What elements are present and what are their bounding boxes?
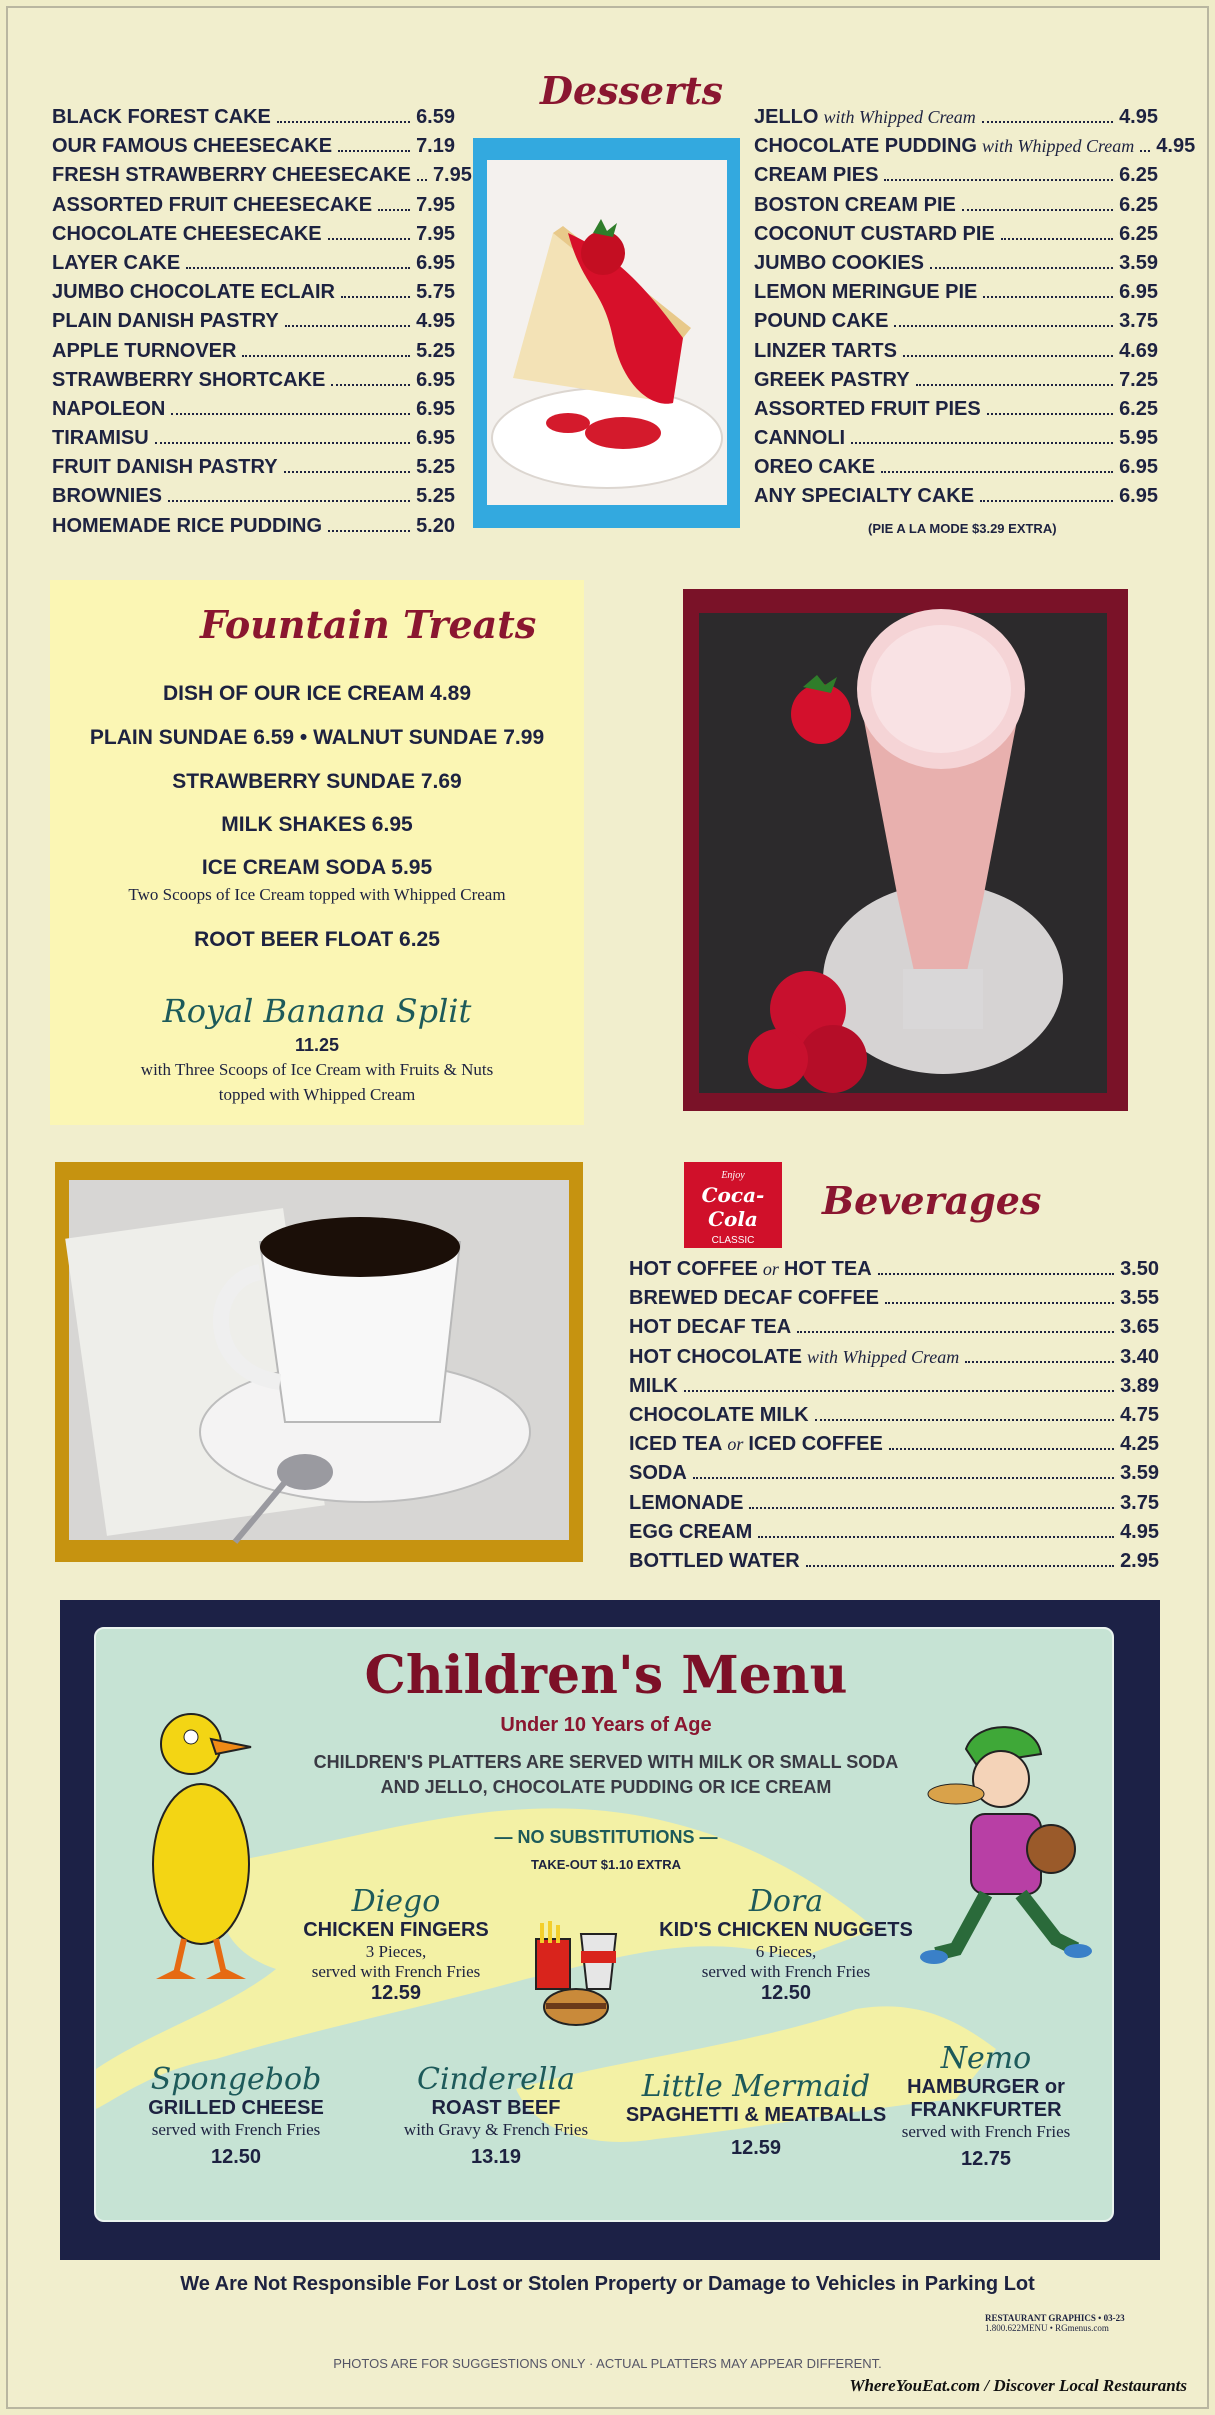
leader-dots: [885, 1302, 1114, 1304]
menu-item: [754, 340, 1158, 369]
menu-item-name: TIRAMISU: [52, 427, 149, 450]
menu-item-price: 3.75: [1119, 310, 1158, 333]
leader-dots: [171, 413, 410, 415]
leader-dots: [331, 384, 410, 386]
menu-item-name: JUMBO CHOCOLATE ECLAIR: [52, 281, 335, 304]
menu-item-price: 7.95: [416, 222, 455, 245]
cheesecake-photo: [473, 138, 740, 528]
desserts-right-list: [754, 106, 1196, 515]
menu-item-price: 5.95: [1119, 427, 1158, 450]
leader-dots: [1140, 150, 1150, 152]
menu-item-name: FRESH STRAWBERRY CHEESECAKE: [52, 164, 411, 187]
menu-item: [754, 164, 1158, 193]
menu-item: [52, 369, 455, 398]
menu-item-price: 4.95: [1119, 106, 1158, 128]
menu-item-price: 3.89: [1120, 1374, 1159, 1397]
menu-item-price: 5.75: [416, 281, 455, 304]
menu-item-name: BLACK FOREST CAKE: [52, 106, 271, 128]
kids-item-cinderella: Cinderella ROAST BEEF with Gravy & French Fries 13.19: [403, 2062, 589, 2168]
leader-dots: [242, 355, 410, 357]
menu-item-name: JELLO: [754, 106, 819, 128]
menu-item-price: 3.65: [1120, 1316, 1159, 1339]
desserts-title: Desserts: [540, 68, 724, 113]
leader-dots: [186, 267, 410, 269]
kids-item-little-mermaid: Little Mermaid SPAGHETTI & MEATBALLS 12.59: [625, 2069, 887, 2159]
menu-item-price: 5.25: [416, 485, 455, 508]
leader-dots: [684, 1390, 1114, 1392]
coffee-photo: [55, 1162, 583, 1562]
menu-item-price: 3.55: [1120, 1287, 1159, 1310]
menu-item: [754, 427, 1158, 456]
menu-item-name: HOT COFFEE: [629, 1258, 758, 1280]
menu-item-price: 3.50: [1120, 1258, 1159, 1280]
leader-dots: [417, 179, 427, 181]
menu-item: [629, 1316, 1159, 1345]
menu-item-name: ASSORTED FRUIT CHEESECAKE: [52, 193, 373, 216]
menu-item: [754, 456, 1158, 485]
leader-dots: [328, 238, 410, 240]
leader-dots: [328, 530, 410, 532]
menu-item-name: CHOCOLATE PUDDING: [754, 135, 977, 158]
menu-item-note: with Whipped Cream: [823, 107, 976, 127]
menu-item-name: STRAWBERRY SHORTCAKE: [52, 368, 326, 391]
leader-dots: [878, 1273, 1114, 1275]
menu-item-name: NAPOLEON: [52, 397, 166, 420]
menu-item: [754, 223, 1158, 252]
menu-item-price: 5.20: [416, 514, 455, 537]
coca-cola-logo: Enjoy Coca-Cola CLASSIC: [684, 1162, 782, 1248]
leader-dots: [285, 325, 410, 327]
menu-item-price: 7.95: [416, 193, 455, 216]
menu-item-note: with Whipped Cream: [806, 1346, 960, 1367]
menu-item: [52, 310, 455, 339]
menu-item: [629, 1258, 1159, 1287]
leader-dots: [881, 471, 1113, 473]
menu-item-name: MILK: [629, 1374, 678, 1397]
menu-item: [52, 340, 455, 369]
menu-item-price: 3.40: [1120, 1345, 1159, 1368]
parking-lot-notice: We Are Not Responsible For Lost or Stolen Property or Damage to Vehicles in Parking Lot: [180, 2273, 1035, 2295]
menu-item: [52, 456, 455, 485]
menu-item-price: 7.25: [1119, 368, 1158, 391]
menu-item: [52, 427, 455, 456]
menu-item-price: 3.59: [1120, 1462, 1159, 1485]
menu-item-name: PLAIN DANISH PASTRY: [52, 310, 279, 333]
menu-item: [754, 398, 1158, 427]
menu-item-name-2: HOT TEA: [783, 1258, 872, 1280]
leader-dots: [341, 296, 410, 298]
menu-item-name: BROWNIES: [52, 485, 162, 508]
leader-dots: [815, 1419, 1114, 1421]
menu-item-name: SODA: [629, 1462, 687, 1485]
menu-item-price: 6.25: [1119, 164, 1158, 187]
banana-split-desc-1: with Three Scoops of Ice Cream with Fruits & Nuts: [140, 1060, 494, 1079]
menu-item: [629, 1492, 1159, 1521]
menu-item-price: 5.25: [416, 339, 455, 362]
leader-dots: [916, 384, 1113, 386]
leader-dots: [338, 150, 410, 152]
menu-item-name: CANNOLI: [754, 427, 846, 450]
menu-item-price: 4.95: [1156, 135, 1196, 158]
leader-dots: [378, 209, 410, 211]
menu-item: [629, 1404, 1159, 1433]
menu-item-price: 3.75: [1120, 1491, 1159, 1514]
menu-item-price: 3.59: [1119, 251, 1158, 274]
menu-item-note: with Whipped Cream: [981, 136, 1135, 157]
childrens-menu-title: Children's Menu: [364, 1645, 848, 1706]
menu-item-name: LEMON MERINGUE PIE: [754, 281, 978, 304]
menu-item-name: JUMBO COOKIES: [754, 251, 925, 274]
takeout-extra: TAKE-OUT $1.10 EXTRA: [530, 1857, 681, 1872]
kids-item-spongebob: Spongebob GRILLED CHEESE served with French Fries 12.50: [148, 2062, 324, 2168]
milkshake-photo: [683, 589, 1128, 1111]
menu-item-name: LINZER TARTS: [754, 339, 897, 362]
menu-item: [754, 194, 1158, 223]
desserts-left-list: [52, 106, 472, 544]
menu-item: [52, 252, 455, 281]
menu-item: [52, 164, 472, 193]
menu-item-name: EGG CREAM: [629, 1520, 753, 1543]
kids-item-nemo: Nemo HAMBURGER or FRANKFURTER served with French Fries 12.75: [901, 2041, 1071, 2170]
leader-dots: [277, 121, 410, 123]
menu-item: [629, 1550, 1159, 1579]
menu-item: [754, 369, 1158, 398]
menu-item-name-2: ICED COFFEE: [748, 1433, 883, 1456]
leader-dots: [894, 325, 1113, 327]
leader-dots: [797, 1331, 1114, 1333]
leader-dots: [851, 442, 1113, 444]
menu-item-price: 6.25: [1119, 193, 1158, 216]
menu-item-price: 6.95: [1119, 485, 1158, 508]
restaurant-graphics-credit: RESTAURANT GRAPHICS • 03-23 1.800.622MENU • RGmenus.com: [985, 2313, 1125, 2333]
leader-dots: [889, 1448, 1114, 1450]
menu-item-name: CHOCOLATE MILK: [629, 1403, 809, 1426]
menu-item-name: HOT DECAF TEA: [629, 1316, 792, 1339]
menu-item-name: COCONUT CUSTARD PIE: [754, 222, 995, 245]
leader-dots: [749, 1507, 1114, 1509]
menu-item: [754, 485, 1158, 514]
menu-item-price: 4.69: [1119, 339, 1158, 362]
leader-dots: [284, 471, 411, 473]
menu-item-name: LAYER CAKE: [52, 251, 181, 274]
menu-item-name: POUND CAKE: [754, 310, 889, 333]
kids-item-dora: Dora KID'S CHICKEN NUGGETS 6 Pieces, served with French Fries 12.50: [659, 1884, 913, 2004]
childrens-intro-1: CHILDREN'S PLATTERS ARE SERVED WITH MILK OR SMALL SODA: [313, 1752, 899, 1772]
menu-item-name: HOMEMADE RICE PUDDING: [52, 514, 323, 537]
menu-item-price: 7.19: [416, 135, 455, 158]
menu-item: [52, 515, 455, 544]
childrens-menu-subtitle: Under 10 Years of Age: [500, 1714, 712, 1736]
menu-item-price: 6.95: [416, 368, 455, 391]
leader-dots: [965, 1361, 1114, 1363]
fountain-treats-panel: [50, 580, 584, 1125]
banana-split-price: 11.25: [294, 1035, 340, 1055]
kids-item-diego: Diego CHICKEN FINGERS 3 Pieces, served with French Fries 12.59: [303, 1884, 489, 2004]
leader-dots: [962, 209, 1113, 211]
menu-item-name: OUR FAMOUS CHEESECAKE: [52, 135, 333, 158]
leader-dots: [168, 500, 410, 502]
menu-item: [754, 106, 1158, 135]
leader-dots: [982, 121, 1113, 123]
menu-item-name: OREO CAKE: [754, 456, 876, 479]
childrens-menu-panel: [94, 1627, 1114, 2222]
menu-item-price: 4.95: [416, 310, 455, 333]
leader-dots: [693, 1477, 1114, 1479]
menu-item: [754, 281, 1158, 310]
menu-item: [52, 485, 455, 514]
menu-item: [754, 252, 1158, 281]
menu-item-price: 6.95: [416, 397, 455, 420]
menu-item-price: 6.95: [416, 251, 455, 274]
photos-disclaimer: PHOTOS ARE FOR SUGGESTIONS ONLY · ACTUAL PLATTERS MAY APPEAR DIFFERENT.: [333, 2356, 882, 2371]
where-you-eat-link[interactable]: WhereYouEat.com / Discover Local Restaurants: [849, 2376, 1187, 2395]
menu-item-price: 2.95: [1120, 1549, 1159, 1572]
menu-item-name: APPLE TURNOVER: [52, 339, 237, 362]
leader-dots: [903, 355, 1113, 357]
menu-item-name: BREWED DECAF COFFEE: [629, 1287, 879, 1310]
strawberry-sundae: STRAWBERRY SUNDAE 7.69: [172, 770, 462, 793]
ice-cream-soda: ICE CREAM SODA 5.95: [201, 856, 433, 879]
menu-item: [52, 106, 455, 135]
menu-item: [52, 281, 455, 310]
menu-item: [629, 1462, 1159, 1491]
milk-shakes: MILK SHAKES 6.95: [221, 813, 413, 836]
menu-item-price: 6.25: [1119, 222, 1158, 245]
menu-item: [52, 194, 455, 223]
menu-item-name: HOT CHOCOLATE: [629, 1345, 802, 1368]
menu-item: [629, 1433, 1159, 1462]
menu-item-name: BOTTLED WATER: [629, 1549, 800, 1572]
ice-cream-dish: DISH OF OUR ICE CREAM 4.89: [162, 682, 472, 705]
menu-item-name: CREAM PIES: [754, 164, 879, 187]
leader-dots: [758, 1536, 1114, 1538]
menu-item: [629, 1346, 1159, 1375]
menu-item: [629, 1521, 1159, 1550]
fountain-title: Fountain Treats: [200, 602, 537, 647]
banana-split-desc-2: topped with Whipped Cream: [218, 1085, 416, 1104]
menu-item: [52, 398, 455, 427]
menu-item-price: 5.25: [416, 456, 455, 479]
menu-item: [52, 223, 455, 252]
beverages-title: Beverages: [822, 1178, 1042, 1223]
leader-dots: [155, 442, 410, 444]
no-substitutions: — NO SUBSTITUTIONS —: [494, 1827, 718, 1847]
menu-item-price: 4.25: [1120, 1433, 1159, 1456]
menu-item-price: 4.95: [1120, 1520, 1159, 1543]
sundaes: PLAIN SUNDAE 6.59 • WALNUT SUNDAE 7.99: [89, 726, 545, 749]
beverages-list: [629, 1258, 1159, 1579]
menu-item-name: CHOCOLATE CHEESECAKE: [52, 222, 322, 245]
menu-item-name: GREEK PASTRY: [754, 368, 910, 391]
pie-a-la-mode-note: (PIE A LA MODE $3.29 EXTRA): [868, 521, 1057, 536]
menu-item-price: 6.95: [1119, 456, 1158, 479]
leader-dots: [1001, 238, 1113, 240]
menu-item-note: or: [762, 1259, 779, 1279]
leader-dots: [983, 296, 1113, 298]
menu-item: [629, 1375, 1159, 1404]
menu-item-note: or: [727, 1434, 744, 1455]
menu-item: [754, 135, 1196, 164]
menu-item: [629, 1287, 1159, 1316]
leader-dots: [930, 267, 1113, 269]
menu-item-price: 6.95: [416, 427, 455, 450]
leader-dots: [884, 179, 1113, 181]
menu-item-price: 4.75: [1120, 1403, 1159, 1426]
ice-cream-soda-desc: Two Scoops of Ice Cream topped with Whipped Cream: [128, 885, 506, 904]
menu-item: [754, 310, 1158, 339]
menu-item-name: ICED TEA: [629, 1433, 723, 1456]
boy-hotdog-icon: [916, 1719, 1096, 1979]
menu-item-price: 6.59: [416, 106, 455, 128]
menu-item-name: LEMONADE: [629, 1491, 744, 1514]
childrens-intro-2: AND JELLO, CHOCOLATE PUDDING OR ICE CREAM: [380, 1777, 832, 1797]
banana-split-name: Royal Banana Split: [162, 992, 472, 1030]
menu-item: [52, 135, 455, 164]
menu-item-price: 7.95: [432, 164, 472, 187]
leader-dots: [980, 500, 1113, 502]
menu-item-price: 6.25: [1119, 397, 1158, 420]
leader-dots: [987, 413, 1113, 415]
menu-item-name: ASSORTED FRUIT PIES: [754, 397, 981, 420]
menu-item-name: BOSTON CREAM PIE: [754, 193, 956, 216]
menu-item-name: FRUIT DANISH PASTRY: [52, 456, 278, 479]
menu-item-price: 6.95: [1119, 281, 1158, 304]
leader-dots: [806, 1565, 1114, 1567]
menu-item-name: ANY SPECIALTY CAKE: [754, 485, 975, 508]
root-beer-float: ROOT BEER FLOAT 6.25: [194, 928, 440, 951]
